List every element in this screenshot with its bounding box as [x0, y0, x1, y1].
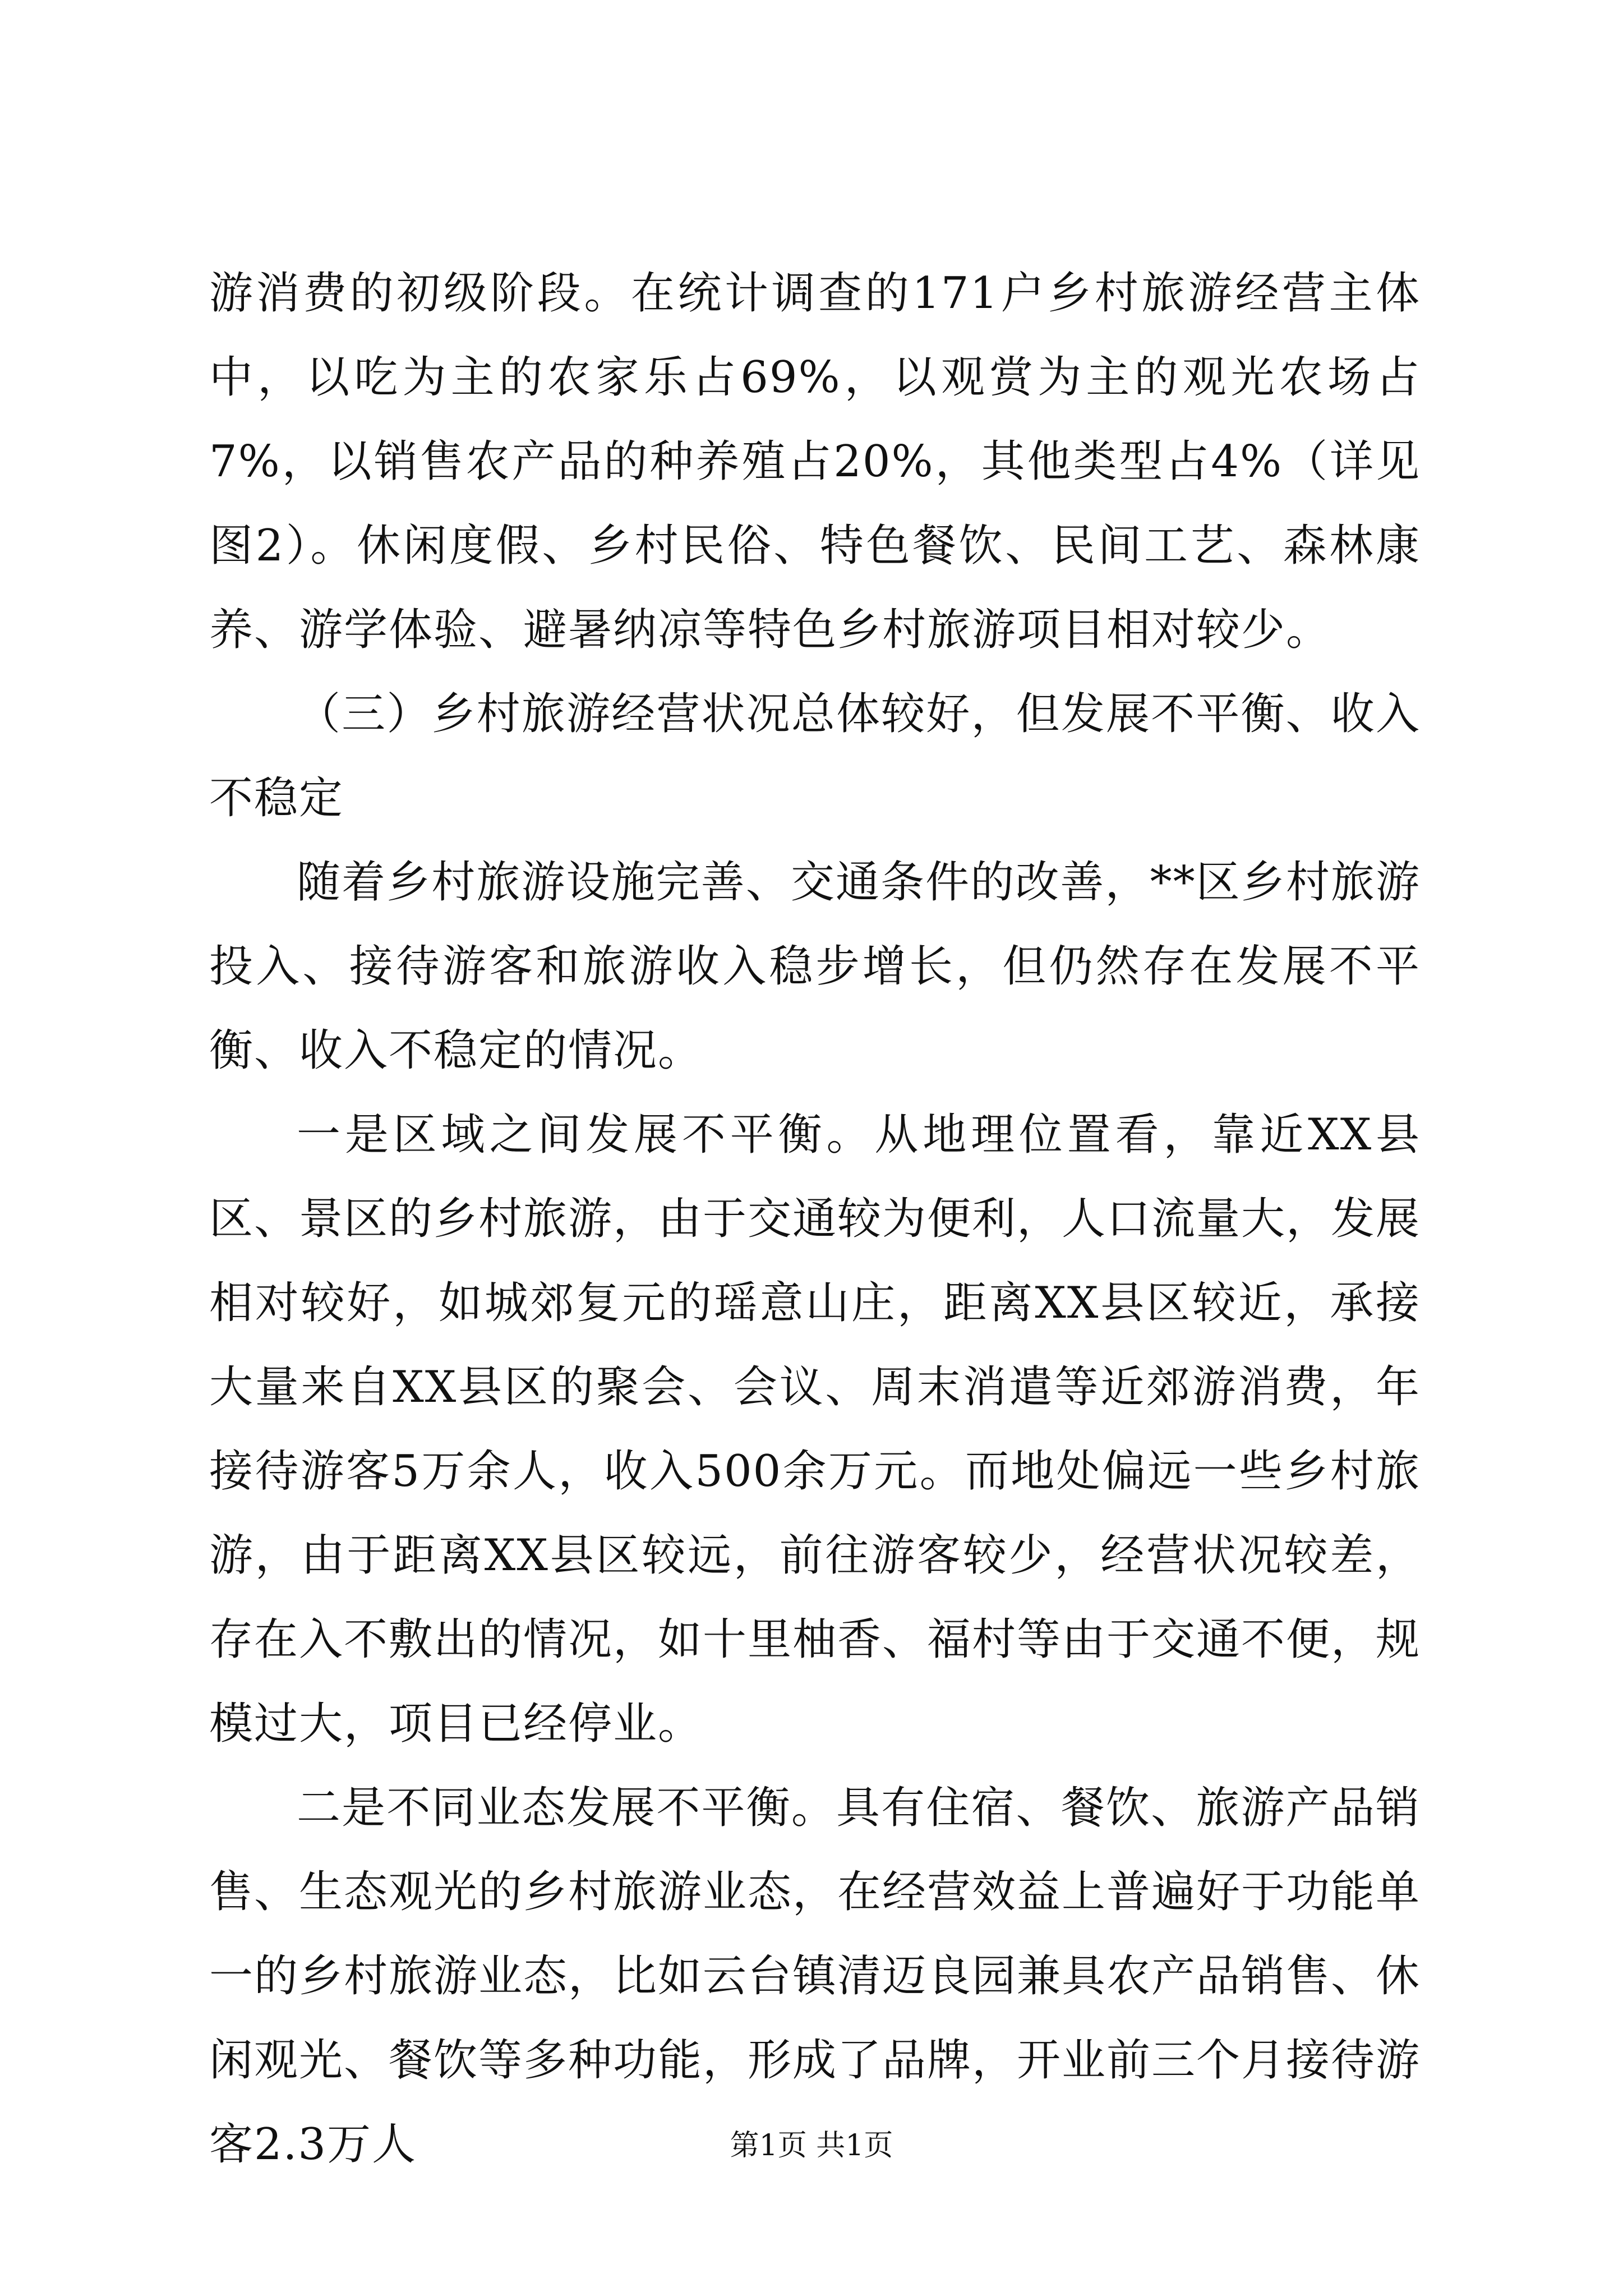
page-footer: 第1页 共1页 [730, 2129, 893, 2162]
section-heading-3: （三）乡村旅游经营状况总体较好，但发展不平衡、收入不稳定 [209, 689, 1421, 823]
paragraph-format-imbalance: 二是不同业态发展不平衡。具有住宿、餐饮、旅游产品销售、生态观光的乡村旅游业态，在经营效益上普遍好于功能单一的乡村旅游业态，比如云台镇清迈良园兼具农产品销售、休闲观光、餐饮等多种功能，形成了品牌，开业前三个月接待游客2.3万人 [209, 1783, 1421, 2170]
paragraph-regional-imbalance: 一是区域之间发展不平衡。从地理位置看，靠近XX县区、景区的乡村旅游，由于交通较为便利，人口流量大，发展相对较好，如城郊复元的瑶意山庄，距离XX县区较近，承接大量来自XX县区的聚会、会议、周末消遣等近郊游消费，年接待游客5万余人，收入500余万元。而地处偏远一些乡村旅游，由于距离XX县区较远，前往游客较少，经营状况较差，存在入不敷出的情况，如十里柚香、福村等由于交通不便，规模过大，项目已经停业。 [209, 1110, 1421, 1749]
paragraph-continuation: 游消费的初级阶段。在统计调查的171户乡村旅游经营主体中，以吃为主的农家乐占69%，以观赏为主的观光农场占7%，以销售农产品的种养殖占20%，其他类型占4%（详见图2）。休闲度假、乡村民俗、特色餐饮、民间工艺、森林康养、游学体验、避暑纳凉等特色乡村旅游项目相对较少。 [209, 268, 1421, 655]
document-body [209, 251, 1421, 2187]
paragraph-overview: 随着乡村旅游设施完善、交通条件的改善，**区乡村旅游投入、接待游客和旅游收入稳步增长，但仍然存在发展不平衡、收入不稳定的情况。 [209, 857, 1421, 1076]
